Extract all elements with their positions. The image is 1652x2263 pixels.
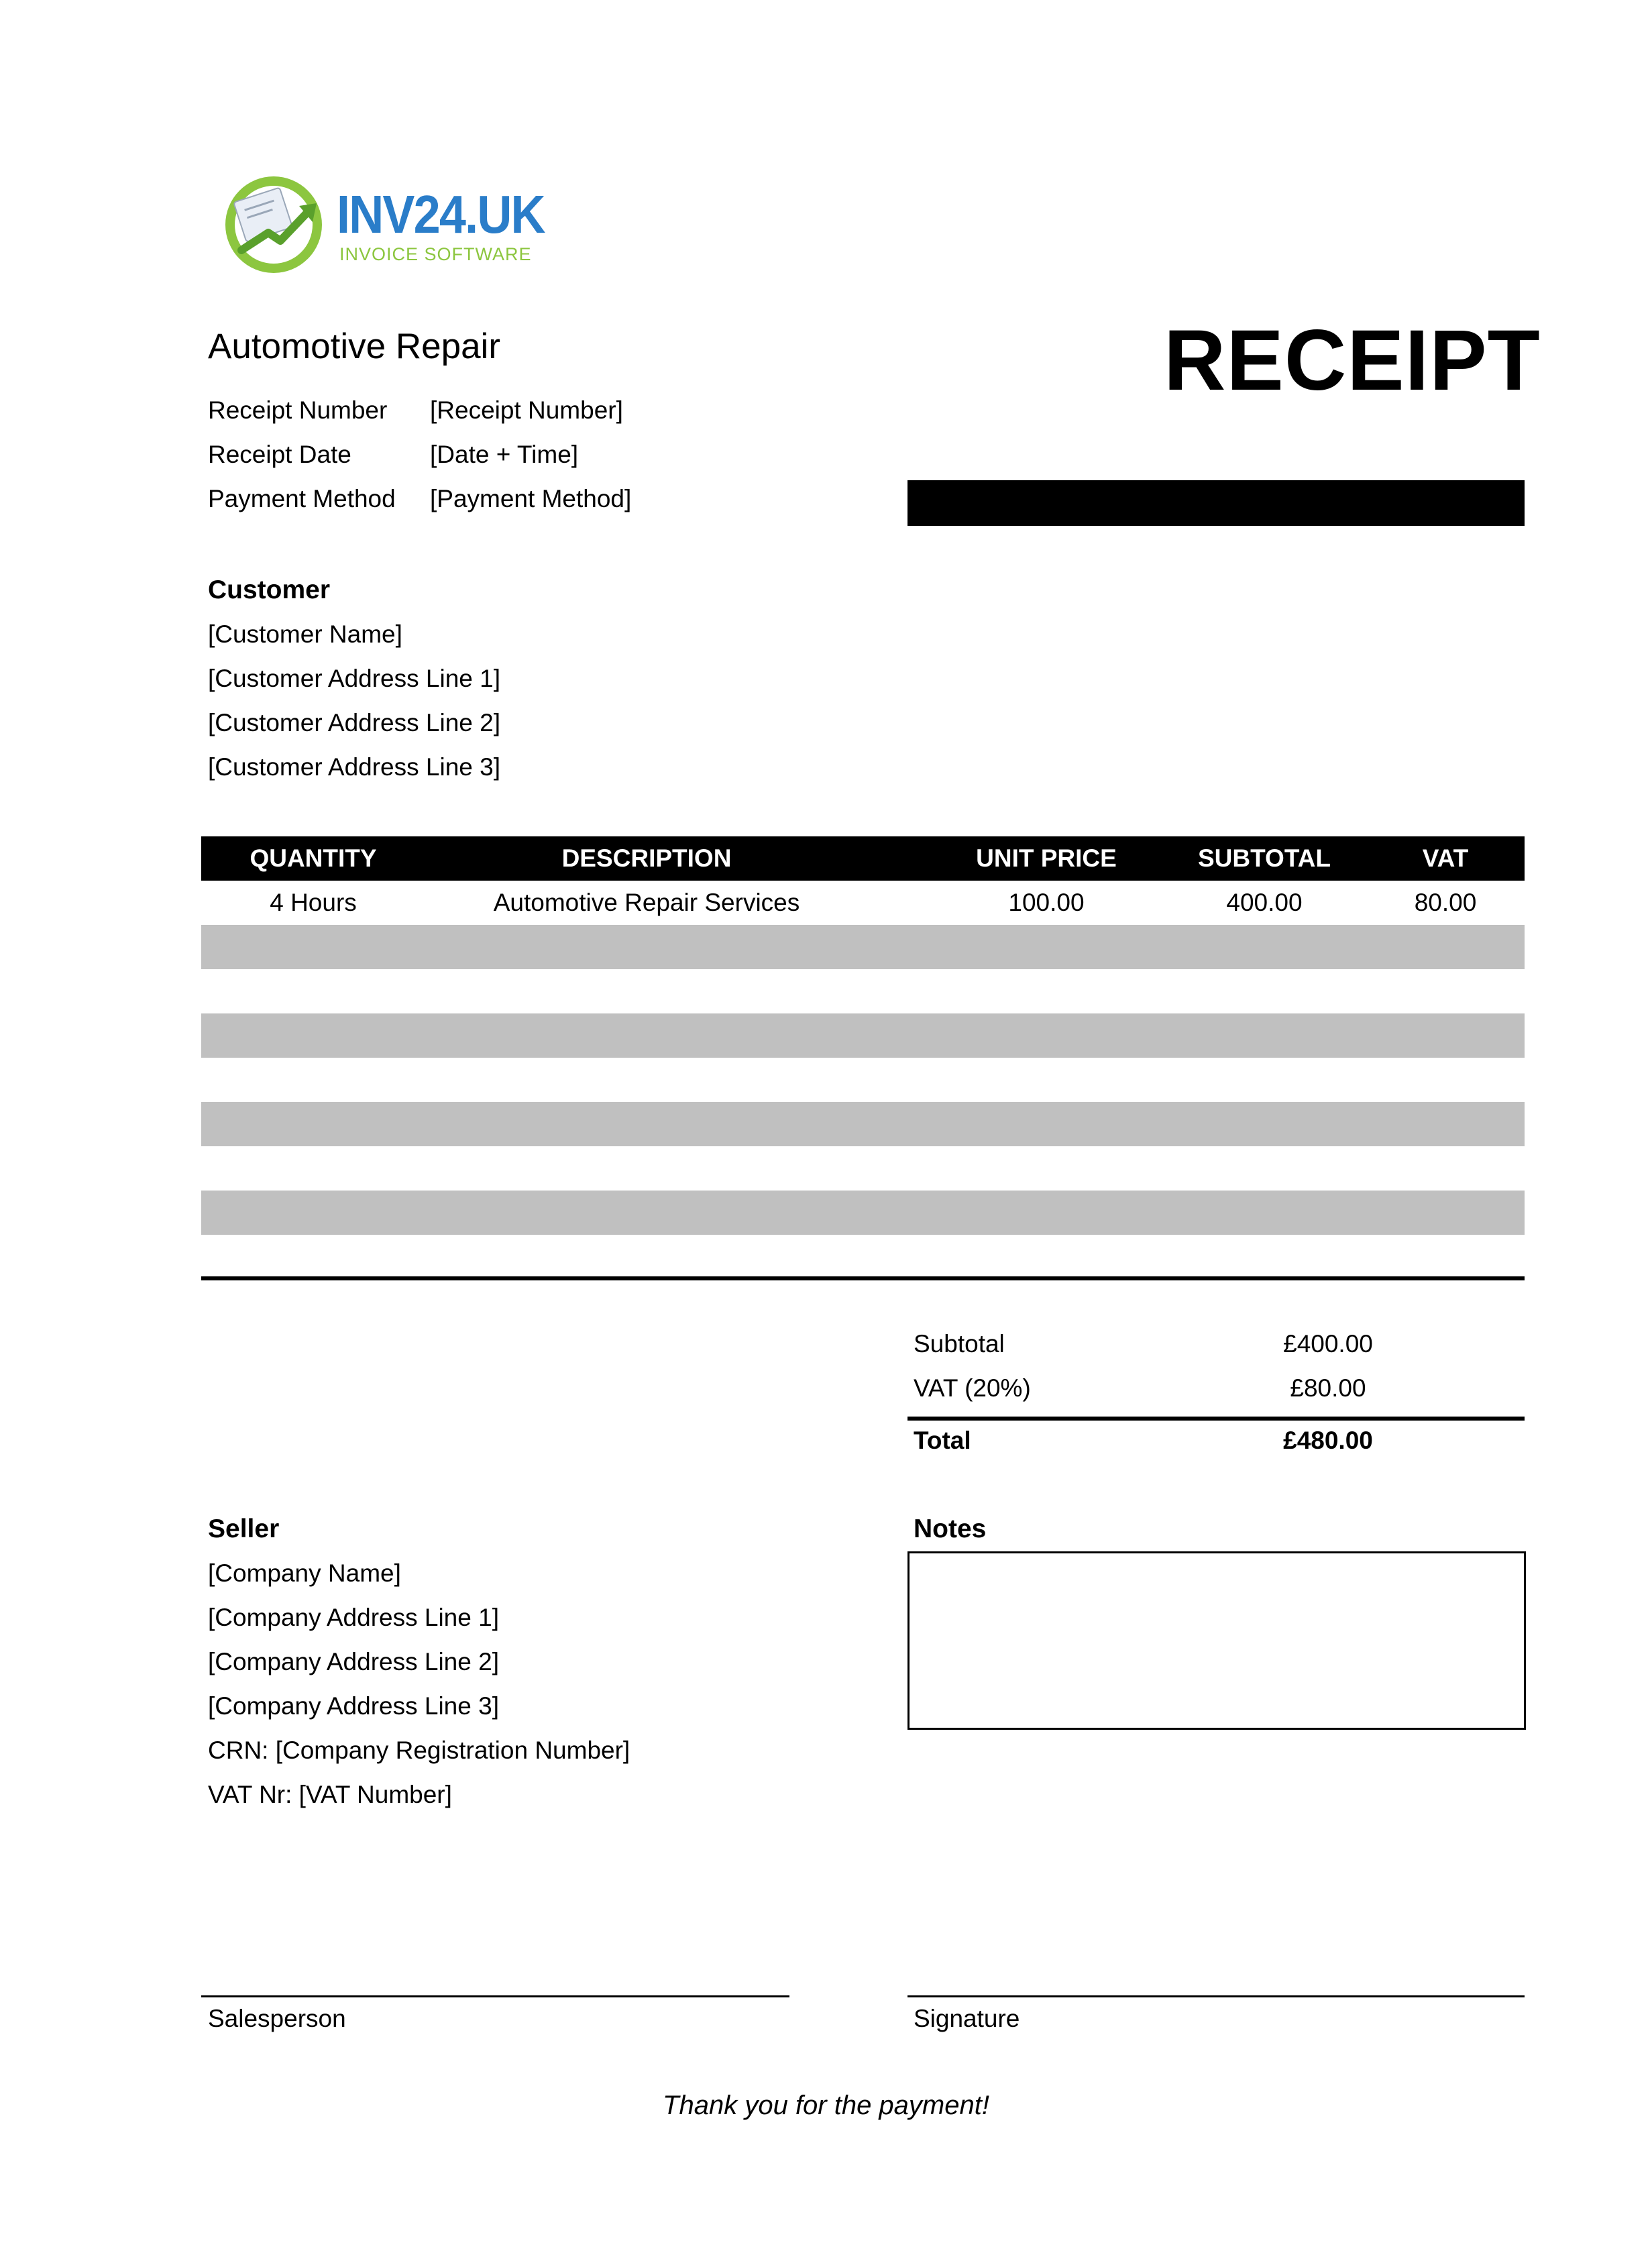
signature-label: Signature (914, 2005, 1020, 2032)
row-subtotal: 400.00 (1226, 889, 1303, 916)
table-row (201, 925, 1525, 969)
table-row (201, 881, 1525, 925)
header-description: DESCRIPTION (561, 844, 732, 872)
customer-address-line-2: [Customer Address Line 2] (208, 709, 500, 736)
payment-method-value: [Payment Method] (430, 485, 632, 512)
totals-rule (907, 1417, 1525, 1421)
receipt-number-value: [Receipt Number] (430, 396, 623, 424)
company-logo (221, 171, 570, 278)
signature-line (907, 1995, 1525, 1997)
company-address-line-2: [Company Address Line 2] (208, 1648, 499, 1675)
company-name: [Company Name] (208, 1559, 401, 1587)
document-title: RECEIPT (1164, 313, 1541, 408)
table-row (201, 969, 1525, 1013)
header-quantity: QUANTITY (250, 844, 377, 872)
table-row (201, 1191, 1525, 1235)
thank-you-message: Thank you for the payment! (663, 2091, 989, 2120)
logo-name: INV24.UK (337, 184, 545, 244)
row-description: Automotive Repair Services (493, 889, 800, 916)
receipt-date-label: Receipt Date (208, 441, 351, 468)
table-row (201, 1058, 1525, 1102)
header-vat: VAT (1422, 844, 1469, 872)
table-header (201, 836, 1525, 881)
total-label: Total (914, 1427, 971, 1454)
notes-box (907, 1551, 1526, 1730)
header-unit-price: UNIT PRICE (976, 844, 1117, 872)
header-subtotal: SUBTOTAL (1197, 844, 1331, 872)
table-row (201, 1102, 1525, 1146)
subtotal-value: £400.00 (1283, 1330, 1373, 1358)
customer-heading: Customer (208, 575, 331, 604)
header-bar (907, 480, 1525, 526)
seller-heading: Seller (208, 1514, 280, 1543)
customer-name: [Customer Name] (208, 620, 402, 648)
company-registration-number: CRN: [Company Registration Number] (208, 1736, 630, 1764)
business-title: Automotive Repair (208, 327, 500, 366)
subtotal-label: Subtotal (914, 1330, 1005, 1358)
table-bottom-rule (201, 1276, 1525, 1280)
logo-tagline: INVOICE SOFTWARE (339, 244, 532, 264)
table-row (201, 1013, 1525, 1058)
total-value: £480.00 (1283, 1427, 1373, 1454)
row-vat: 80.00 (1414, 889, 1477, 916)
receipt-number-label: Receipt Number (208, 396, 388, 424)
company-vat-number: VAT Nr: [VAT Number] (208, 1781, 452, 1808)
salesperson-label: Salesperson (208, 2005, 346, 2032)
vat-value: £80.00 (1290, 1374, 1366, 1402)
customer-address-line-3: [Customer Address Line 3] (208, 753, 500, 781)
company-address-line-1: [Company Address Line 1] (208, 1604, 499, 1631)
company-address-line-3: [Company Address Line 3] (208, 1692, 499, 1720)
items-table (201, 836, 1525, 1235)
row-quantity: 4 Hours (270, 889, 357, 916)
payment-method-label: Payment Method (208, 485, 396, 512)
table-row (201, 1146, 1525, 1191)
receipt-date-value: [Date + Time] (430, 441, 579, 468)
customer-address-line-1: [Customer Address Line 1] (208, 665, 500, 692)
vat-label: VAT (20%) (914, 1374, 1031, 1402)
notes-heading: Notes (914, 1514, 987, 1543)
salesperson-line (201, 1995, 789, 1997)
row-unit-price: 100.00 (1008, 889, 1085, 916)
